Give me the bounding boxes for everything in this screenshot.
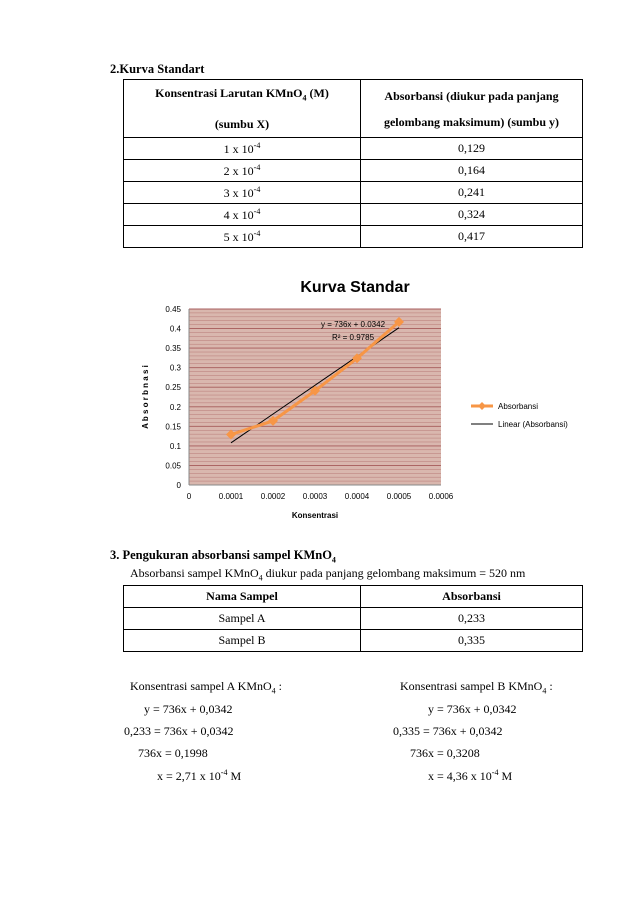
- cell-absorbansi: 0,164: [361, 160, 583, 182]
- y-axis-label: A b s o r b n a s i: [141, 365, 150, 429]
- calc-a-title: Konsentrasi sampel A KMnO$_4$ :: [130, 679, 282, 696]
- cell-nama-sampel: Sampel A: [124, 608, 361, 630]
- x-tick-label: 0.0002: [260, 492, 286, 501]
- y-tick-label: 0.05: [165, 461, 181, 471]
- cell-nama-sampel: Sampel B: [124, 630, 361, 652]
- cell-konsentrasi: 4 x $10^{-4}$: [124, 204, 361, 226]
- calc-a-result: x = 2,71 x $10^{-4}$ M: [157, 768, 242, 783]
- sample-table: [123, 585, 583, 652]
- cell-konsentrasi: 3 x $10^{-4}$: [124, 182, 361, 204]
- calc-a-line3: 736x = 0,1998: [138, 746, 208, 760]
- cell-absorbansi: 0,129: [361, 138, 583, 160]
- y-tick-label: 0.35: [165, 344, 181, 354]
- y-tick-label: 0.1: [169, 441, 181, 451]
- legend-linear-label: Linear (Absorbansi): [498, 420, 568, 429]
- calc-a-line2: 0,233 = 736x + 0,0342: [124, 724, 234, 738]
- trendline-equation: y = 736x + 0.0342: [320, 320, 386, 329]
- x-tick-label: 0.0006: [428, 492, 454, 501]
- x-axis-label: Konsentrasi: [291, 511, 339, 520]
- cell-absorbansi: 0,241: [361, 182, 583, 204]
- legend: [471, 402, 568, 429]
- x-tick-label: 0.0004: [344, 492, 370, 501]
- y-tick-label: 0.3: [169, 363, 181, 373]
- calc-b-line2: 0,335 = 736x + 0,0342: [393, 724, 503, 738]
- y-tick-label: 0.25: [165, 383, 181, 393]
- cell-konsentrasi: 1 x $10^{-4}$: [124, 138, 361, 160]
- table-row: [124, 630, 583, 652]
- section-3-intro: Absorbansi sampel KMnO$_4$ diukur pada panjang gelombang maksimum = 520 nm: [130, 566, 526, 583]
- section-2-heading: 2.Kurva Standart: [110, 62, 205, 76]
- cell-absorbansi: 0,324: [361, 204, 583, 226]
- cell-absorbansi: 0,233: [361, 608, 583, 630]
- cell-konsentrasi: 5 x $10^{-4}$: [124, 226, 361, 248]
- table-row: [124, 608, 583, 630]
- legend-absorbansi-label: Absorbansi: [498, 402, 539, 411]
- cell-absorbansi: 0,335: [361, 630, 583, 652]
- cell-absorbansi: 0,417: [361, 226, 583, 248]
- calc-b-line3: 736x = 0,3208: [410, 746, 480, 760]
- y-tick-label: 0.45: [165, 305, 181, 314]
- calc-b-result: x = 4,36 x $10^{-4}$ M: [428, 768, 513, 783]
- chart-title: Kurva Standar: [300, 279, 410, 296]
- y-tick-label: 0.2: [169, 402, 181, 412]
- legend-absorbansi-marker: [478, 402, 486, 410]
- x-tick-label: 0: [186, 492, 192, 501]
- calc-a-line1: y = 736x + 0,0342: [144, 702, 233, 716]
- x-tick-label: 0.0005: [386, 492, 412, 501]
- cell-konsentrasi: 2 x $10^{-4}$: [124, 160, 361, 182]
- header-absorbansi: Absorbansi: [361, 586, 583, 608]
- x-tick-label: 0.0003: [302, 492, 328, 501]
- y-tick-label: 0: [176, 481, 181, 490]
- trendline-r2: R² = 0.9785: [331, 333, 375, 342]
- section-3-heading: 3. Pengukuran absorbansi sampel KMnO$_4$: [110, 548, 336, 565]
- y-tick-label: 0.15: [165, 422, 181, 432]
- y-tick-label: 0.4: [169, 324, 181, 334]
- header-konsentrasi: Konsentrasi Larutan KMnO$_4$ (M) (sumbu X): [124, 80, 361, 138]
- header-nama-sampel: Nama Sampel: [124, 586, 361, 608]
- plot-area: [189, 309, 441, 485]
- header-absorbansi: Absorbansi (diukur pada panjang gelombang maksimum) (sumbu y): [361, 80, 583, 138]
- x-tick-label: 0.0001: [218, 492, 244, 501]
- calc-b-title: Konsentrasi sampel B KMnO$_4$ :: [400, 679, 553, 696]
- table-header-row: [124, 586, 583, 608]
- calc-b-line1: y = 736x + 0,0342: [428, 702, 517, 716]
